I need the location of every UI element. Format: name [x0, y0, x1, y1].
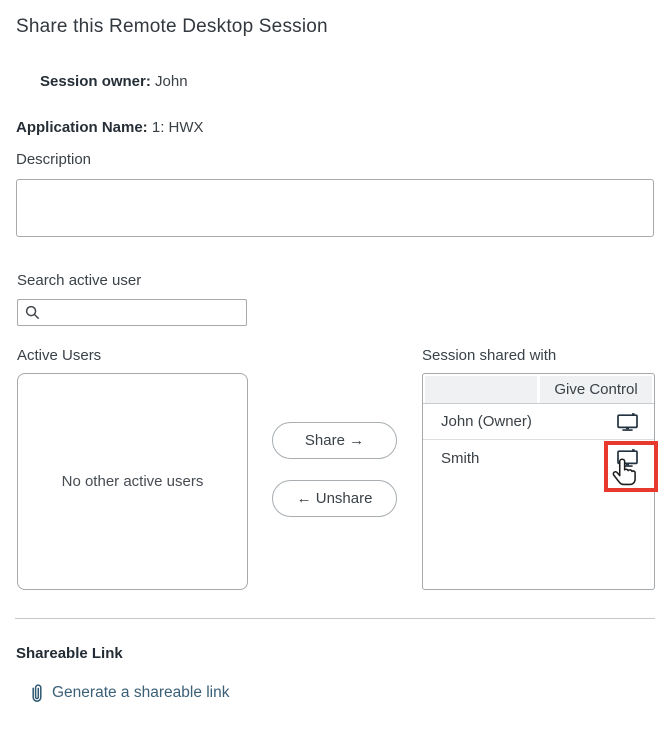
unshare-button[interactable]: ← Unshare — [272, 480, 397, 517]
active-users-list[interactable] — [17, 373, 248, 590]
monitor-icon — [617, 455, 638, 470]
generate-shareable-link[interactable] — [30, 683, 230, 703]
session-owner-row — [40, 73, 188, 90]
share-button[interactable]: Share → — [272, 422, 397, 459]
section-divider — [15, 618, 655, 619]
session-owner-label: Session owner: — [40, 73, 151, 90]
monitor-icon — [617, 419, 638, 434]
shareable-link-heading: Shareable Link — [16, 645, 123, 662]
table-header-row — [423, 374, 654, 404]
search-input-wrapper[interactable] — [17, 299, 247, 326]
description-textarea[interactable] — [16, 179, 654, 237]
application-name-row — [16, 119, 204, 136]
shared-user-name: John (Owner) — [441, 413, 532, 430]
session-shared-with-label: Session shared with — [422, 347, 557, 364]
table-header-give-control: Give Control — [540, 376, 652, 403]
give-control-button-john[interactable] — [617, 413, 638, 431]
shared-user-name: Smith — [441, 449, 480, 467]
table-row-smith — [423, 440, 654, 476]
session-shared-with-table — [422, 373, 655, 590]
application-name-value: 1: HWX — [151, 119, 204, 136]
application-name-label: Application Name: — [16, 119, 148, 136]
paperclip-icon — [30, 683, 44, 703]
page-title: Share this Remote Desktop Session — [16, 16, 328, 37]
session-owner-value: John — [155, 73, 188, 90]
table-header-name — [425, 376, 537, 403]
search-icon — [25, 305, 40, 320]
table-row-john — [423, 404, 654, 440]
description-label: Description — [16, 151, 92, 168]
search-input[interactable] — [46, 305, 239, 321]
search-label: Search active user — [17, 272, 142, 289]
active-users-label: Active Users — [17, 347, 102, 364]
give-control-button-smith[interactable] — [617, 449, 638, 467]
generate-link-label: Generate a shareable link — [52, 684, 230, 701]
active-users-empty-text: No other active users — [61, 473, 204, 490]
